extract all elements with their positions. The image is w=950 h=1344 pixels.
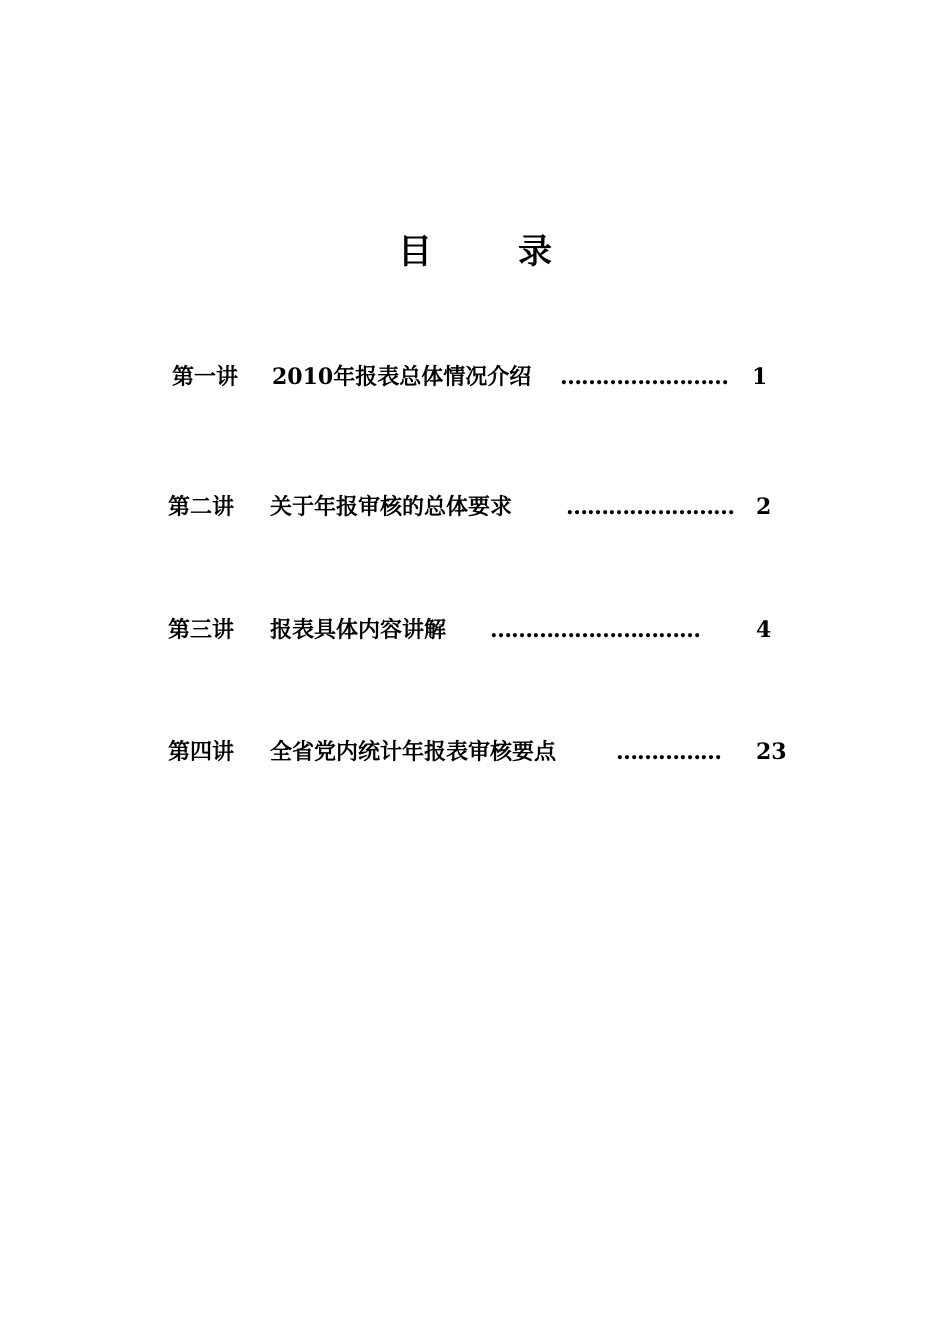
toc-page-number: 2 [756, 494, 772, 520]
toc-entry-heading: 全省党内统计年报表审核要点 [270, 739, 557, 765]
title-char-2: 录 [518, 232, 552, 272]
toc-page-number: 1 [752, 364, 768, 390]
toc-entry-label: 第一讲 [172, 364, 239, 390]
toc-leader-dots: …………………… [560, 364, 728, 390]
toc-entry-heading: 报表具体内容讲解 [270, 617, 447, 643]
toc-leader-dots: …………………… [566, 494, 734, 520]
toc-entry-heading: 2010年报表总体情况介绍 [272, 364, 532, 390]
toc-entry-label: 第三讲 [168, 617, 235, 643]
toc-entry-label: 第二讲 [168, 494, 235, 520]
toc-page-number: 23 [756, 739, 787, 765]
toc-entry-4[interactable] [168, 735, 798, 769]
toc-entry-label: 第四讲 [168, 739, 235, 765]
toc-leader-dots: ………………………… [490, 617, 700, 643]
title-char-1: 目 [398, 232, 432, 272]
toc-entry-1[interactable] [172, 360, 792, 394]
toc-entry-heading: 关于年报审核的总体要求 [270, 494, 513, 520]
page-title [0, 228, 950, 276]
toc-page-number: 4 [756, 617, 772, 643]
toc-entry-3[interactable] [168, 613, 788, 647]
toc-leader-dots: …………… [616, 739, 721, 765]
toc-entry-2[interactable] [168, 490, 788, 524]
